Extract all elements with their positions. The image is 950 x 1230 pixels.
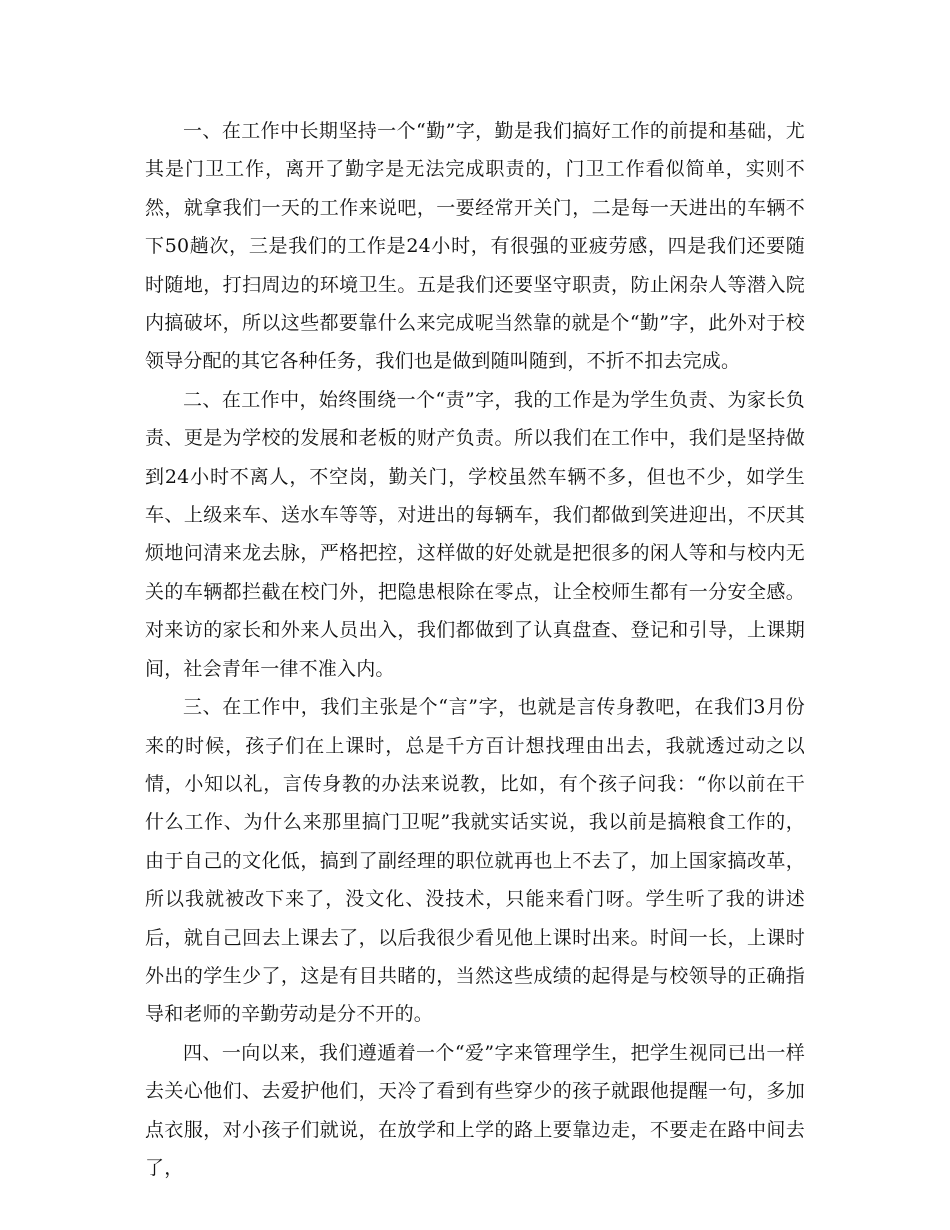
paragraph-ze: 二、在工作中，始终围绕一个“责”字，我的工作是为学生负责、为家长负责、更是为学校的发展和老板的财产负责。所以我们在工作中，我们是坚持做到24小时不离人，不空岗，勤关门，学校虽然车辆不多，但也不少，如学生车、上级来车、送水车等等，对进出的每辆车，我们都做到笑进迎出，不厌其烦地问清来龙去脉，严格把控，这样做的好处就是把很多的闲人等和与校内无关的车辆都拦截在校门外，把隐患根除在零点，让全校师生都有一分安全感。对来访的家长和外来人员出入，我们都做到了认真盘查、登记和引导，上课期间，社会青年一律不准入内。: [145, 388, 805, 680]
document-body: [145, 112, 805, 1187]
paragraph-ai: 四、一向以来，我们遵遁着一个“爱”字来管理学生，把学生视同已出一样去关心他们、去爱护他们，天冷了看到有些穿少的孩子就跟他提醒一句，多加点衣服，对小孩子们就说，在放学和上学的路上要靠边走，不要走在路中间去了，: [145, 1041, 805, 1179]
paragraph-yan: 三、在工作中，我们主张是个“言”字，也就是言传身教吧，在我们3月份来的时候，孩子们在上课时，总是千方百计想找理由出去，我就透过动之以情，小知以礼，言传身教的办法来说教，比如，有个孩子问我：“你以前在干什么工作、为什么来那里搞门卫呢”我就实话实说，我以前是搞粮食工作的，由于自己的文化低，搞到了副经理的职位就再也上不去了，加上国家搞改革，所以我就被改下来了，没文化、没技术，只能来看门呀。学生听了我的讲述后，就自己回去上课去了，以后我很少看见他上课时出来。时间一长，上课时外出的学生少了，这是有目共睹的，当然这些成绩的起得是与校领导的正确指导和老师的辛勤劳动是分不开的。: [145, 696, 805, 1026]
paragraph-qin: 一、在工作中长期坚持一个“勤”字，勤是我们搞好工作的前提和基础，尤其是门卫工作，离开了勤字是无法完成职责的，门卫工作看似简单，实则不然，就拿我们一天的工作来说吧，一要经常开关门，二是每一天进出的车辆不下50趟次，三是我们的工作是24小时，有很强的亚疲劳感，四是我们还要随时随地，打扫周边的环境卫生。五是我们还要坚守职责，防止闲杂人等潜入院内搞破坏，所以这些都要靠什么来完成呢当然靠的就是个“勤”字，此外对于校领导分配的其它各种任务，我们也是做到随叫随到，不折不扣去完成。: [145, 120, 805, 373]
